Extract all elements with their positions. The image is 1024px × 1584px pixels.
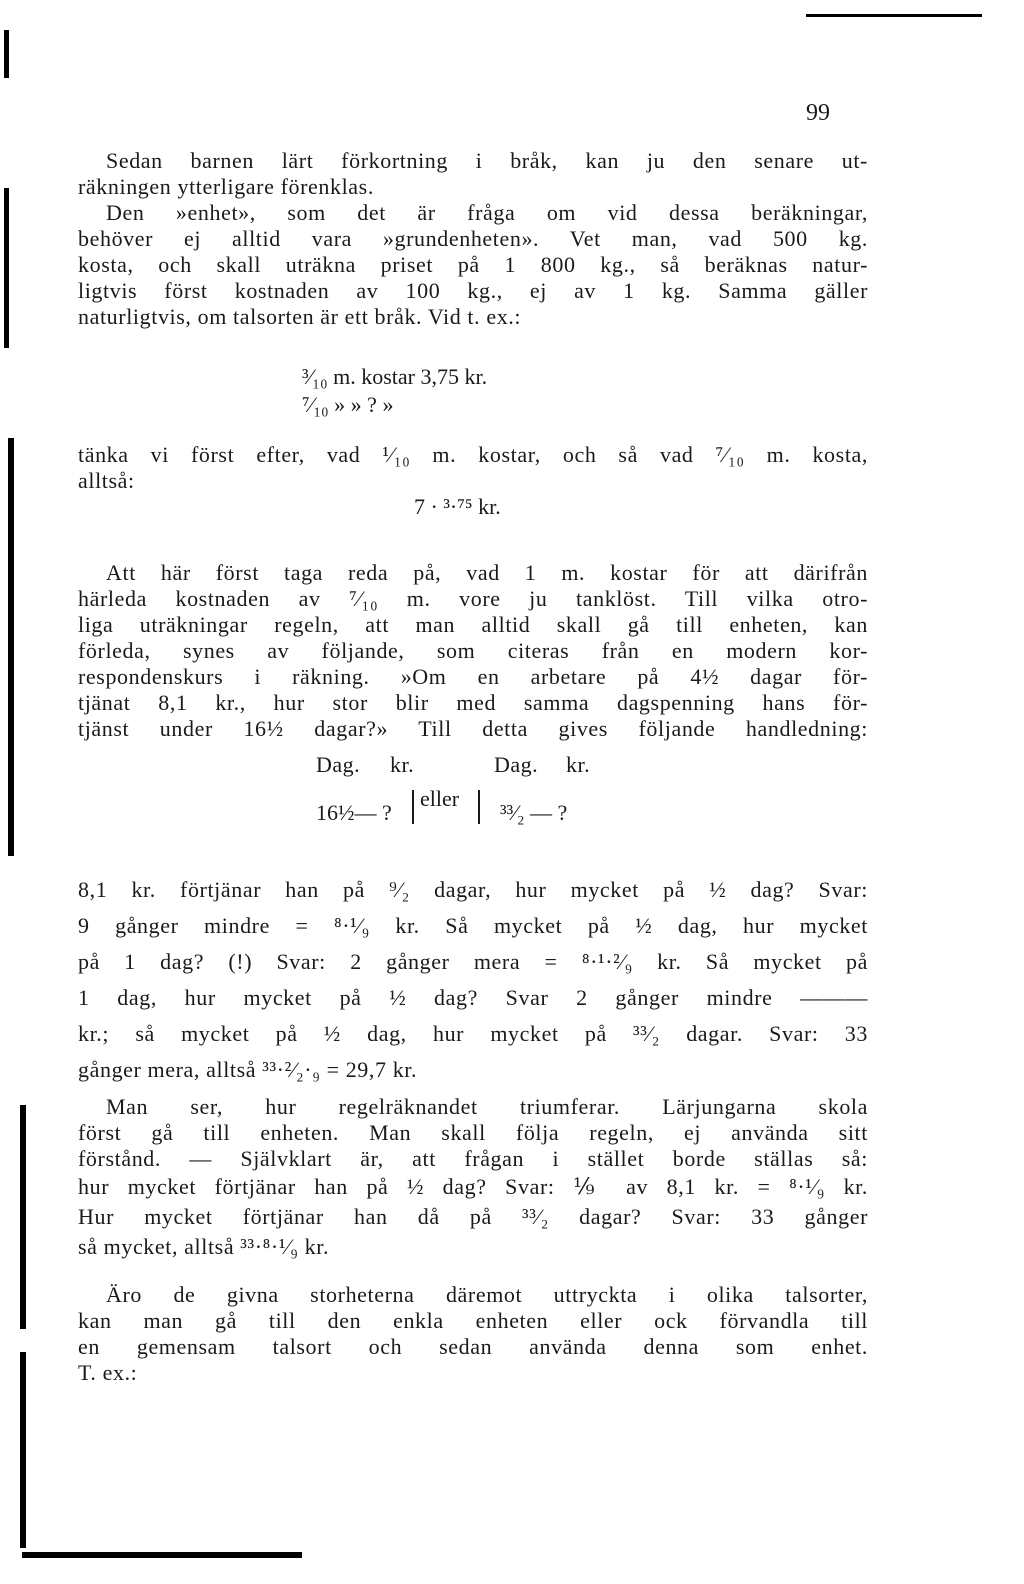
text-line: tjänat 8,1 kr., hur stor blir med samma dagspenning hans för- xyxy=(78,690,868,715)
text-line: kosta, och skall uträkna priset på 1 800 kg., så beräknas natur- xyxy=(78,252,868,277)
formula-alltsa: 7 · ³·⁷⁵ kr. xyxy=(414,494,501,519)
table-bracket-right xyxy=(478,790,480,824)
scan-edge-line-top xyxy=(806,14,982,17)
paragraph-4 xyxy=(78,560,868,742)
scan-edge-line-left-3 xyxy=(8,438,14,856)
scan-edge-line-left-5 xyxy=(20,1352,26,1548)
text-line: ligtvis först kostnaden av 100 kg., ej av 1 kg. Samma gäller xyxy=(78,278,868,303)
text-line: Den »enhet», som det är fråga om vid dessa beräkningar, xyxy=(106,200,868,225)
text-line: 9 gånger mindre = ⁸·¹⁄₉ kr. Så mycket på ½ dag, hur mycket xyxy=(78,913,868,938)
text-line: liga uträkningar regeln, att man alltid skall gå till enheten, kan xyxy=(78,612,868,637)
text-line: Man ser, hur regelräknandet triumferar. Lärjungarna skola xyxy=(106,1094,868,1119)
text-line: behöver ej alltid vara »grundenheten». Vet man, vad 500 kg. xyxy=(78,226,868,251)
text-line: Sedan barnen lärt förkortning i bråk, kan ju den senare ut- xyxy=(106,148,868,173)
table-header-kr-left: kr. xyxy=(390,752,415,777)
scan-edge-line-left-4 xyxy=(20,1105,26,1329)
text-line: naturligtvis, om talsorten är ett bråk. Vid t. ex.: xyxy=(78,304,522,329)
text-line: T. ex.: xyxy=(78,1360,138,1385)
table-row-left: 16½— ? xyxy=(316,800,392,825)
table-middle-eller: eller xyxy=(420,786,460,811)
text-line: hur mycket förtjänar han på ½ dag? Svar: ⅑ av 8,1 kr. = ⁸·¹⁄₉ kr. xyxy=(78,1174,868,1199)
text-line: gånger mera, alltså ³³·²⁄₂·₉ = 29,7 kr. xyxy=(78,1057,418,1082)
text-line: tjänst under 16½ dagar?» Till detta gives följande handledning: xyxy=(78,716,868,741)
text-line: Att här först taga reda på, vad 1 m. kostar för att därifrån xyxy=(106,560,868,585)
text-line: förstånd. — Självklart är, att frågan i stället borde ställas så: xyxy=(78,1146,868,1171)
table-header-dag-left: Dag. xyxy=(316,752,361,777)
paragraph-3 xyxy=(78,442,868,494)
page-number: 99 xyxy=(806,100,830,126)
paragraph-6 xyxy=(78,1094,868,1262)
text-line: 8,1 kr. förtjänar han på ⁹⁄₂ dagar, hur mycket på ½ dag? Svar: xyxy=(78,877,868,902)
text-line: Hur mycket förtjänar han då på ³³⁄₂ dagar? Svar: 33 gånger xyxy=(78,1204,868,1229)
text-line: härleda kostnaden av ⁷⁄₁₀ m. vore ju tanklöst. Till vilka otro- xyxy=(78,586,868,611)
text-line: räkningen ytterligare förenklas. xyxy=(78,174,374,199)
text-line: kr.; så mycket på ½ dag, hur mycket på ³³⁄₂ dagar. Svar: 33 xyxy=(78,1021,868,1046)
text-line: 1 dag, hur mycket på ½ dag? Svar 2 gånger mindre ——— xyxy=(78,985,868,1010)
text-line: förleda, synes av följande, som citeras från en modern kor- xyxy=(78,638,868,663)
scan-edge-line-left-1 xyxy=(4,30,9,78)
text-line: alltså: xyxy=(78,468,135,493)
table-row-right: ³³⁄₂ — ? xyxy=(500,800,568,825)
text-line: så mycket, alltså ³³·⁸·¹⁄₉ kr. xyxy=(78,1234,330,1259)
scan-edge-line-bottom xyxy=(22,1552,302,1558)
intro-paragraphs xyxy=(78,148,868,330)
text-line: respondenskurs i räkning. »Om en arbetare på 4½ dagar för- xyxy=(78,664,868,689)
paragraph-7 xyxy=(78,1282,868,1386)
paragraph-5 xyxy=(78,872,868,1088)
example-row-2: ⁷⁄₁₀ » » ? » xyxy=(302,392,394,417)
text-line: tänka vi först efter, vad ¹⁄₁₀ m. kostar, och så vad ⁷⁄₁₀ m. kosta, xyxy=(78,442,868,467)
scan-edge-line-left-2 xyxy=(4,188,9,348)
text-line: Äro de givna storheterna däremot uttryckta i olika talsorter, xyxy=(106,1282,868,1307)
text-line: en gemensam talsort och sedan använda denna som enhet. xyxy=(78,1334,868,1359)
table-header-kr-right: kr. xyxy=(566,752,591,777)
example-row-1: ³⁄₁₀ m. kostar 3,75 kr. xyxy=(302,364,488,389)
text-line: på 1 dag? (!) Svar: 2 gånger mera = ⁸·¹·²⁄₉ kr. Så mycket på xyxy=(78,949,868,974)
table-header-dag-right: Dag. xyxy=(494,752,539,777)
text-line: först gå till enheten. Man skall följa regeln, ej använda sitt xyxy=(78,1120,868,1145)
text-line: kan man gå till den enkla enheten eller ock förvandla till xyxy=(78,1308,868,1333)
table-bracket-left xyxy=(412,790,414,824)
